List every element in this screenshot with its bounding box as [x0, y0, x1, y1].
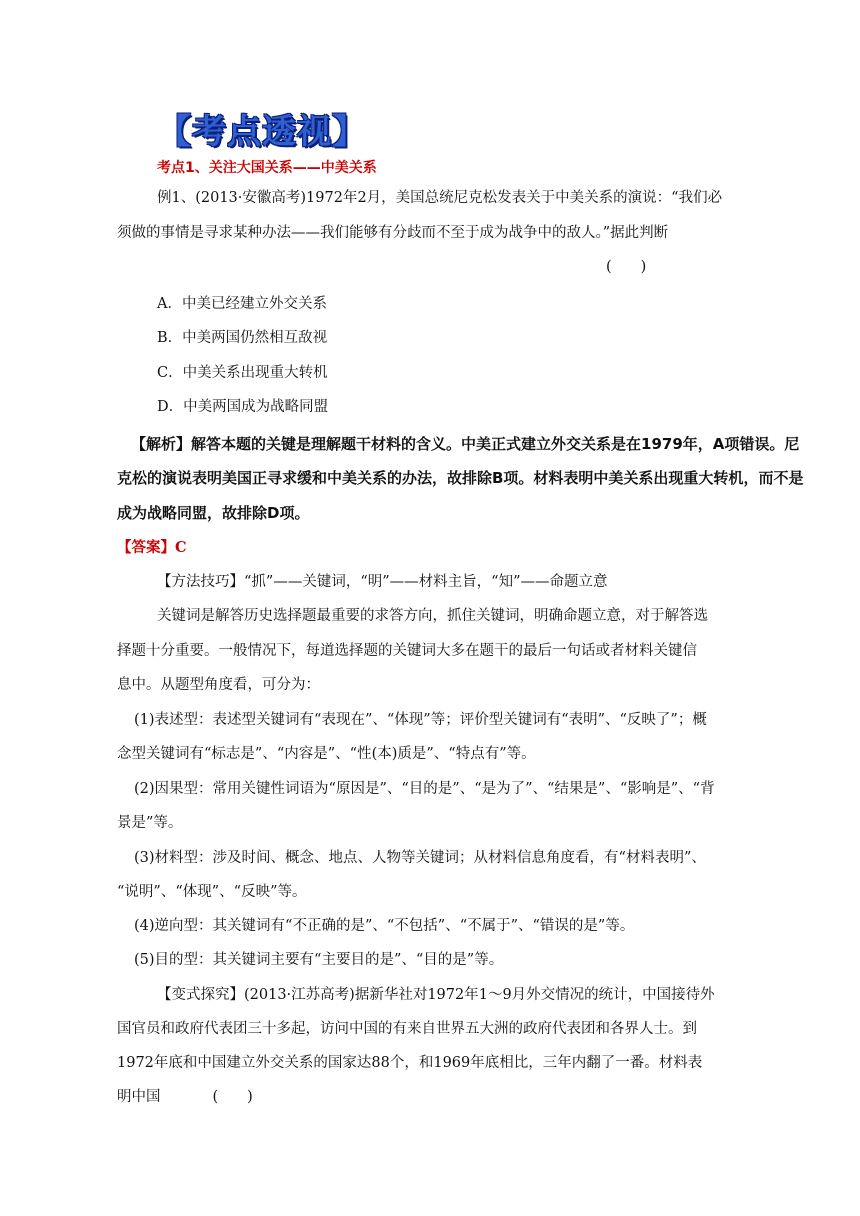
type-2-line-2: 景是”等。 [117, 815, 183, 831]
type-4-line: (4)逆向型：其关键词有“不正确的是”、“不包括”、“不属于”、“错误的是”等。 [134, 918, 635, 934]
method-title: “抓”——关键词，“明”——材料主旨，“知”——命题立意 [244, 574, 608, 590]
type-1-line-1: (1)表述型：表述型关键词有“表现在”、“体现”等；评价型关键词有“表明”、“反映了”；概 [134, 712, 707, 728]
option-a: A．中美已经建立外交关系 [157, 296, 327, 312]
analysis-line-3: 成为战略同盟，故排除D项。 [117, 504, 310, 522]
option-d: D．中美两国成为战略同盟 [157, 399, 329, 415]
variant-line-1 [157, 984, 715, 1006]
type-3-line-2: “说明”、“体现”、“反映”等。 [117, 884, 307, 900]
method-para-line-2: 择题十分重要。一般情况下，每道选择题的关键词大多在题干的最后一句话或者材料关键信 [117, 643, 697, 659]
variant-label: 【变式探究】 [157, 987, 244, 1003]
variant-line-2: 国官员和政府代表团三十多起，访问中国的有来自世界五大洲的政府代表团和各界人士。到 [117, 1021, 697, 1037]
topic-heading: 考点1、关注大国关系——中美关系 [157, 160, 377, 176]
example-question-line-1: 例1、(2013·安徽高考)1972年2月，美国总统尼克松发表关于中美关系的演说：“我们必 [157, 190, 723, 206]
method-para-line-3: 息中。从题型角度看，可分为： [117, 677, 320, 693]
variant-answer-blank: ( ) [212, 1089, 253, 1105]
type-3-line-1: (3)材料型：涉及时间、概念、地点、人物等关键词；从材料信息角度看，有“材料表明”、 [134, 850, 706, 866]
section-banner: 【考点透视】 [157, 112, 367, 152]
variant-text-1: (2013·江苏高考)据新华社对1972年1～9月外交情况的统计，中国接待外 [244, 987, 715, 1003]
option-b: B．中美两国仍然相互敌视 [157, 330, 328, 346]
method-title-line [157, 571, 607, 593]
option-c: C．中美关系出现重大转机 [157, 365, 328, 381]
answer-value: C [175, 539, 187, 556]
method-para-line-1: 关键词是解答历史选择题最重要的求答方向，抓住关键词，明确命题立意，对于解答选 [157, 608, 708, 624]
analysis-line-2: 克松的演说表明美国正寻求缓和中美关系的办法，故排除B项。材料表明中美关系出现重大转机，而不是 [117, 469, 804, 487]
variant-text-4: 明中国 [117, 1089, 161, 1105]
type-1-line-2: 念型关键词有“标志是”、“内容是”、“性(本)质是”、“特点有”等。 [117, 746, 536, 762]
type-2-line-1: (2)因果型：常用关键性词语为“原因是”、“目的是”、“是为了”、“结果是”、“影响是”、“背 [134, 781, 715, 797]
variant-line-3: 1972年底和中国建立外交关系的国家达88个，和1969年底相比，三年内翻了一番。材料表 [117, 1055, 703, 1071]
type-5-line: (5)目的型：其关键词主要有“主要目的是”、“目的是”等。 [134, 952, 504, 968]
variant-line-4 [117, 1086, 253, 1108]
analysis-line-1: 【解析】解答本题的关键是理解题干材料的含义。中美正式建立外交关系是在1979年，A项错误。尼 [131, 435, 800, 453]
method-label: 【方法技巧】 [157, 574, 244, 590]
answer-line [117, 537, 187, 559]
example-question-line-2: 须做的事情是寻求某种办法——我们能够有分歧而不至于成为战争中的敌人。”据此判断 [117, 225, 669, 241]
answer-label: 【答案】 [117, 539, 175, 556]
answer-blank: ( ) [606, 259, 647, 275]
